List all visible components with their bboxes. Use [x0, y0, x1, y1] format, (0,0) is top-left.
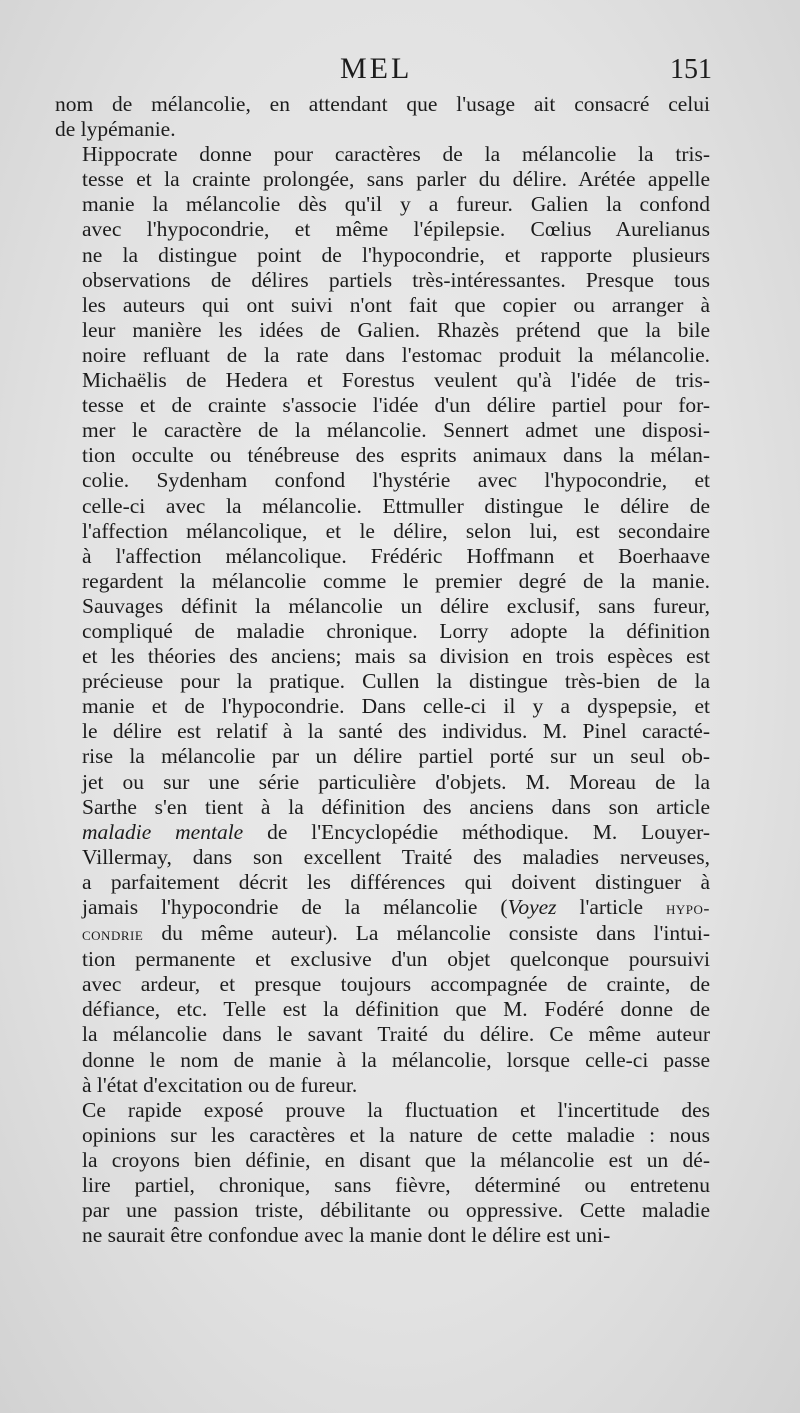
body-text — [55, 92, 710, 1248]
italic-text: maladie mentale — [82, 819, 244, 844]
text-line: Sauvages définit la mélancolie un délire exclusif, sans fureur, — [82, 593, 710, 618]
text-line: Sarthe s'en tient à la définition des anciens dans son article — [82, 794, 710, 819]
text-line: de lypémanie. — [55, 117, 176, 142]
text-line: avec ardeur, et presque toujours accompagnée de crainte, de — [82, 972, 710, 997]
text-line: mer le caractère de la mélancolie. Sennert admet une disposi- — [82, 418, 710, 443]
text-line: compliqué de maladie chronique. Lorry adopte la définition — [82, 618, 710, 643]
text-line: l'affection mélancolique, et le délire, selon lui, est secondaire — [82, 518, 710, 543]
text-line: observations de délires partiels très-intéressantes. Presque tous — [82, 267, 710, 292]
text-line: celle-ci avec la mélancolie. Ettmuller distingue le délire de — [82, 493, 710, 518]
text-line: jet ou sur une série particulière d'objets. M. Moreau de la — [82, 769, 710, 794]
text-line: la mélancolie dans le savant Traité du délire. Ce même auteur — [82, 1022, 710, 1047]
text-line: Hippocrate donne pour caractères de la mélancolie la tris- — [82, 142, 710, 167]
italic-text: Voyez — [507, 895, 557, 919]
text-line: par une passion triste, débilitante ou oppressive. Cette maladie — [82, 1198, 710, 1223]
text-line: rise la mélancolie par un délire partiel porté sur un seul ob- — [82, 744, 710, 769]
text-line: manie la mélancolie dès qu'il y a fureur. Galien la confond — [82, 192, 710, 217]
text-line: donne le nom de manie à la mélancolie, lorsque celle-ci passe — [82, 1047, 710, 1072]
text-line: noire refluant de la rate dans l'estomac produit la mélancolie. — [82, 342, 710, 367]
text-line: à l'affection mélancolique. Frédéric Hoffmann et Boerhaave — [82, 543, 710, 568]
text-line: Ce rapide exposé prouve la fluctuation et l'incertitude des — [82, 1097, 710, 1122]
text-line: ne la distingue point de l'hypocondrie, et rapporte plusieurs — [82, 242, 710, 267]
paragraph-p2 — [55, 142, 710, 1098]
text-line: opinions sur les caractères et la nature de cette maladie : nous — [82, 1122, 710, 1147]
text-line: les auteurs qui ont suivi n'ont fait que copier ou arranger à — [82, 292, 710, 317]
text-line: maladie mentale de l'Encyclopédie méthodique. M. Louyer- — [82, 819, 710, 844]
text-line: Michaëlis de Hedera et Forestus veulent qu'à l'idée de tris- — [82, 368, 710, 393]
text-line: leur manière les idées de Galien. Rhazès prétend que la bile — [82, 317, 710, 342]
text-line: manie et de l'hypocondrie. Dans celle-ci il y a dyspepsie, et — [82, 694, 710, 719]
text-line: a parfaitement décrit les différences qui doivent distinguer à — [82, 869, 710, 894]
text-line: précieuse pour la pratique. Cullen la distingue très-bien de la — [82, 669, 710, 694]
text-line: condrie du même auteur). La mélancolie consiste dans l'intui- — [82, 921, 710, 946]
small-caps-text: hypo- — [666, 898, 710, 918]
text-line: la croyons bien définie, en disant que la mélancolie est un dé- — [82, 1147, 710, 1172]
paragraph-p1 — [55, 92, 710, 142]
text-line: tesse et de crainte s'associe l'idée d'un délire partiel pour for- — [82, 393, 710, 418]
paragraph-p3 — [55, 1098, 710, 1249]
page-number: 151 — [670, 54, 712, 85]
text-line: ne saurait être confondue avec la manie dont le délire est uni- — [82, 1223, 611, 1248]
text-line: regardent la mélancolie comme le premier degré de la manie. — [82, 568, 710, 593]
text-line: et les théories des anciens; mais sa division en trois espèces est — [82, 644, 710, 669]
text-line: jamais l'hypocondrie de la mélancolie (Voyez l'article hypo- — [82, 895, 710, 919]
text-line: à l'état d'excitation ou de fureur. — [82, 1072, 358, 1097]
text-line: tion permanente et exclusive d'un objet quelconque poursuivi — [82, 947, 710, 972]
text-line: avec l'hypocondrie, et même l'épilepsie. Cœlius Aurelianus — [82, 217, 710, 242]
text-line: tesse et la crainte prolongée, sans parler du délire. Arétée appelle — [82, 167, 710, 192]
text-line: colie. Sydenham confond l'hystérie avec l'hypocondrie, et — [82, 468, 710, 493]
text-line: le délire est relatif à la santé des individus. M. Pinel caracté- — [82, 719, 710, 744]
small-caps-text: condrie — [82, 924, 144, 945]
text-line: Villermay, dans son excellent Traité des maladies nerveuses, — [82, 844, 710, 869]
running-head: MEL — [340, 52, 413, 85]
text-line: tion occulte ou ténébreuse des esprits animaux dans la mélan- — [82, 443, 710, 468]
text-line: lire partiel, chronique, sans fièvre, déterminé ou entretenu — [82, 1173, 710, 1198]
page-header — [55, 52, 710, 92]
text-line: défiance, etc. Telle est la définition que M. Fodéré donne de — [82, 997, 710, 1022]
text-line: nom de mélancolie, en attendant que l'usage ait consacré celui — [55, 92, 710, 116]
